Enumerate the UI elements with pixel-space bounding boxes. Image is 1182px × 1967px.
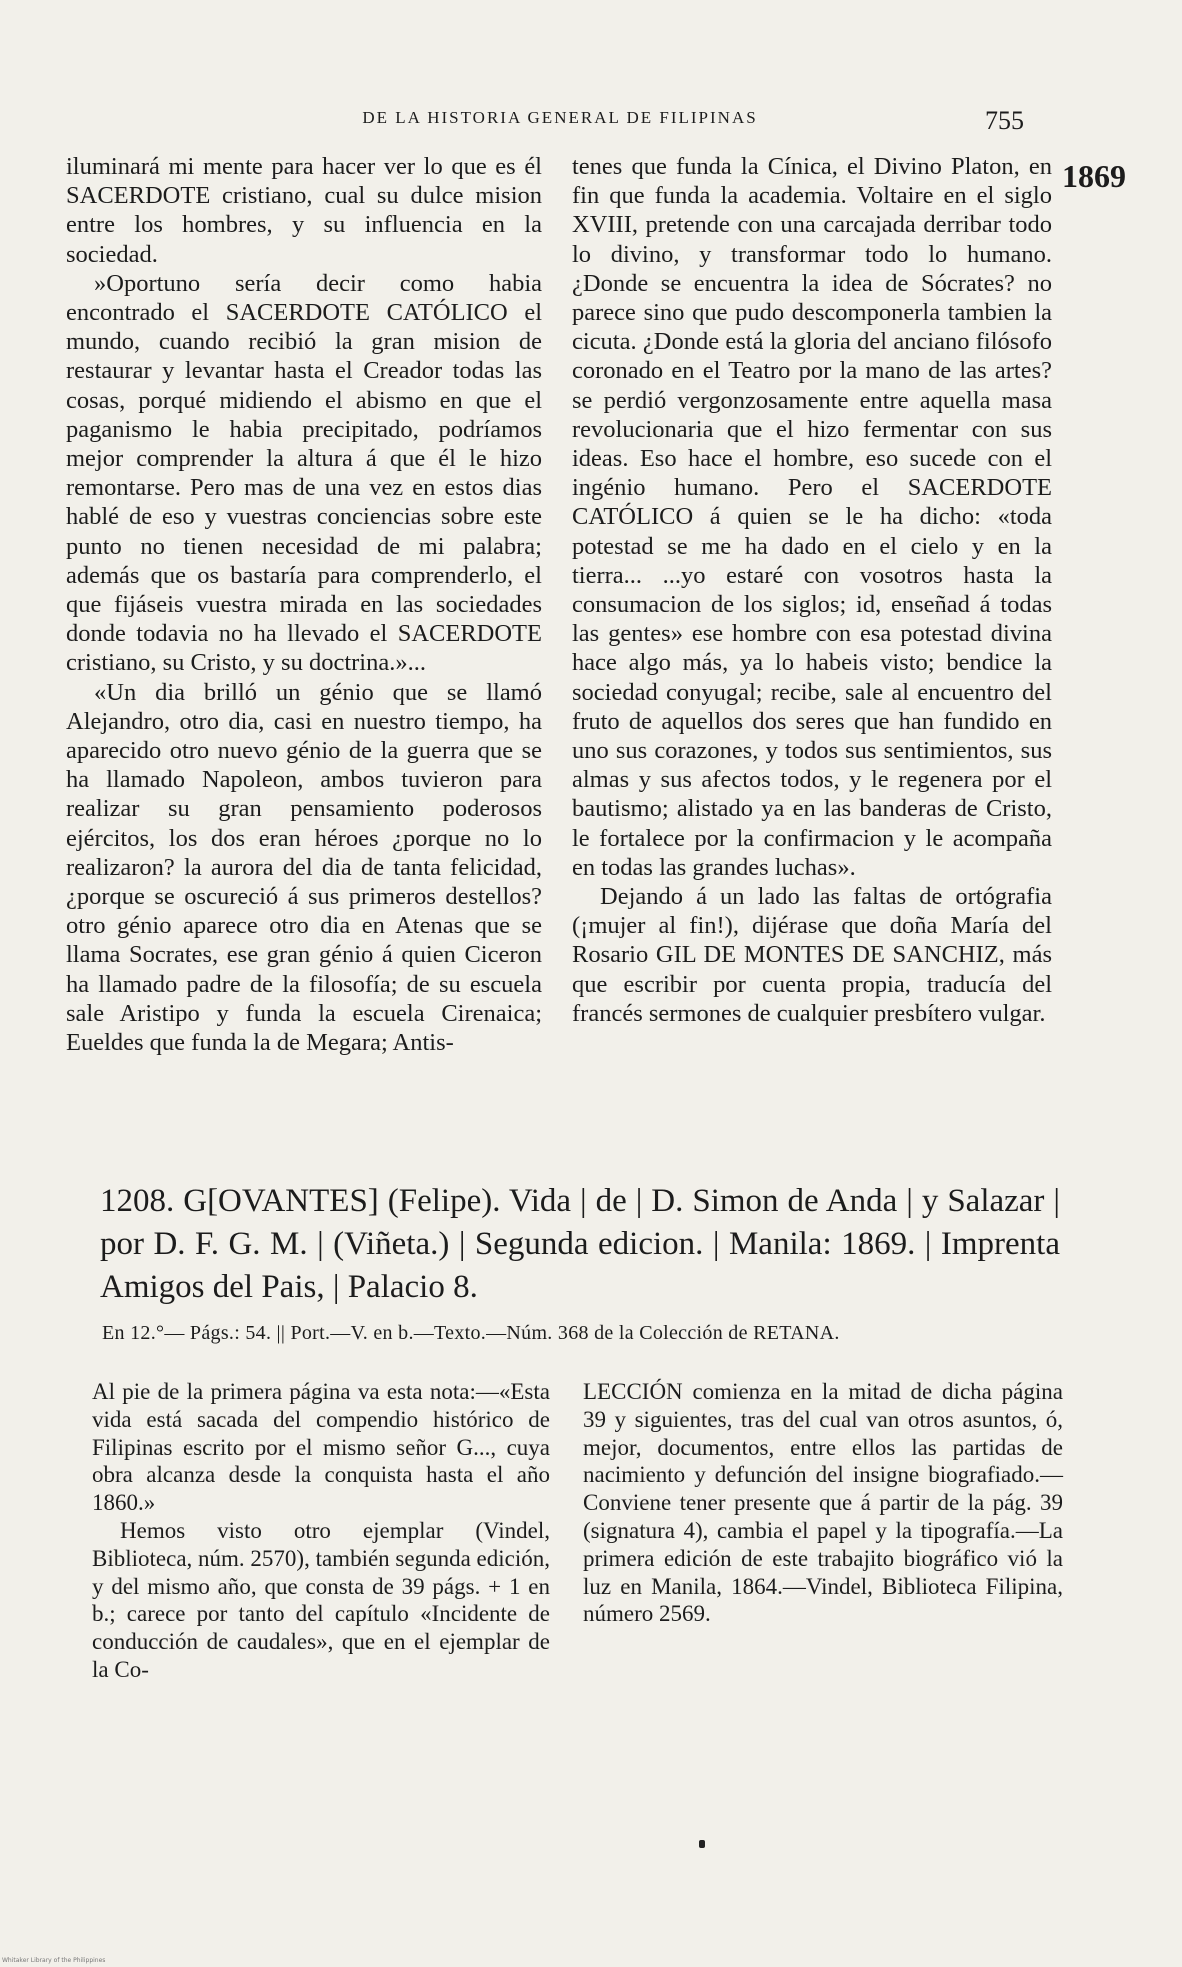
page-number: 755: [985, 106, 1024, 135]
paragraph: LECCIÓN comienza en la mitad de dicha página 39 y siguientes, tras del cual van otros asuntos, ó, mejor, documentos, entre ellos las partidas de nacimiento y defunción del insigne biografiado.—Conviene tener presente que á partir de la pág. 39 (signatura 4), cambia el papel y la tipografía.—La primera edición de este trabajito biográfico vió la luz en Manila, 1864.—Vindel, Biblioteca Filipina, número 2569.: [583, 1379, 1063, 1627]
top-left-column: [66, 152, 542, 1057]
collation-line: En 12.°— Págs.: 54. || Port.—V. en b.—Texto.—Núm. 368 de la Colección de RETANA.: [102, 1322, 840, 1344]
paragraph: tenes que funda la Cínica, el Divino Platon, en fin que funda la academia. Voltaire en el siglo XVIII, pretende con una carcajada derribar todo lo divino, y transformar todo lo humano. ¿Donde se encuentra la idea de Sócrates? no parece sino que pudo descomponerla tambien la cicuta. ¿Donde está la gloria del anciano filósofo coronado en el Teatro por la mano de las artes? se perdió vergonzosamente entre aquella masa revolucionaria que el hizo fermentar con sus ideas. Eso hace el hombre, eso sucede con el ingénio humano. Pero el SACERDOTE CATÓLICO á quien se le ha dicho: «toda potestad se me ha dado en el cielo y en la tierra... ...yo estaré con vosotros hasta la consumacion de los siglos; id, enseñad á todas las gentes» ese hombre con esa potestad divina hace algo más, ya lo habeis visto; bendice la sociedad conyugal; recibe, sale al encuentro del fruto de aquellos dos seres que han fundido en uno sus corazones, y todos sus sentimientos, sus almas y sus afectos todos, y le regenera por el bautismo; alistado ya en las banderas de Cristo, le fortalece por la confirmacion y le acompaña en todas las grandes luchas».: [572, 153, 1052, 881]
entry-text: G[OVANTES] (Felipe). Vida | de | D. Simon de Anda | y Salazar | por D. F. G. M. | (Viñeta.) | Segunda edicion. | Manila: 1869. | Imprenta Amigos del Pais, | Palacio 8.: [100, 1183, 1060, 1305]
bibliographic-entry: [100, 1180, 1060, 1309]
paragraph: iluminará mi mente para hacer ver lo que es él SACERDOTE cristiano, cual su dulce mision entre los hombres, y su influencia en la sociedad.: [66, 153, 542, 268]
ink-dot: [699, 1840, 705, 1848]
paragraph: »Oportuno sería decir como habia encontrado el SACERDOTE CATÓLICO el mundo, cuando recibió la gran mision de restaurar y levantar hasta el Creador todas las cosas, porqué midiendo el abismo en que el paganismo le habia precipitado, podríamos mejor comprender la altura á que él le hizo remontarse. Pero mas de una vez en estos dias hablé de eso y vuestras conciencias sobre este punto no tienen necesidad de mi palabra; además que os bastaría para comprenderlo, el que fijáseis vuestra mirada en las sociedades donde todavia no ha llevado el SACERDOTE cristiano, su Cristo, y su doctrina.»...: [66, 269, 542, 677]
paragraph: Dejando á un lado las faltas de ortógrafia (¡mujer al fin!), dijérase que doña María del Rosario GIL DE MONTES DE SANCHIZ, más que escribir por cuenta propia, traducía del francés sermones de cualquier presbítero vulgar.: [572, 883, 1052, 1027]
entry-number: 1208.: [100, 1183, 175, 1219]
paragraph: Hemos visto otro ejemplar (Vindel, Biblioteca, núm. 2570), también segunda edición, y del mismo año, que consta de 39 págs. + 1 en b.; carece por tanto del capítulo «Incidente de conducción de caudales», que en el ejemplar de la Co-: [92, 1517, 550, 1682]
bottom-right-column: [583, 1378, 1063, 1628]
margin-year: 1869: [1062, 158, 1126, 194]
top-right-column: [572, 152, 1052, 1028]
paragraph: Al pie de la primera página va esta nota:—«Esta vida está sacada del compendio histórico de Filipinas escrito por el mismo señor G..., cuya obra alcanza desde la conquista hasta el año 1860.»: [92, 1379, 550, 1516]
bottom-left-column: [92, 1378, 550, 1684]
running-head: DE LA HISTORIA GENERAL DE FILIPINAS: [362, 108, 758, 127]
footer-note: Whitaker Library of the Philippines: [2, 1957, 106, 1964]
paragraph: «Un dia brilló un génio que se llamó Alejandro, otro dia, casi en nuestro tiempo, ha aparecido otro nuevo génio de la guerra que se ha llamado Napoleon, ambos tuvieron para realizar su gran pensamiento poderosos ejércitos, los dos eran héroes ¿porque no lo realizaron? la aurora del dia de tanta felicidad, ¿porque se oscureció á sus primeros destellos? otro génio aparece otro dia en Atenas que se llama Socrates, ese gran génio á quien Ciceron ha llamado padre de la filosofía; de su escuela sale Aristipo y funda la escuela Cirenaica; Eueldes que funda la de Megara; Antis-: [66, 678, 542, 1057]
